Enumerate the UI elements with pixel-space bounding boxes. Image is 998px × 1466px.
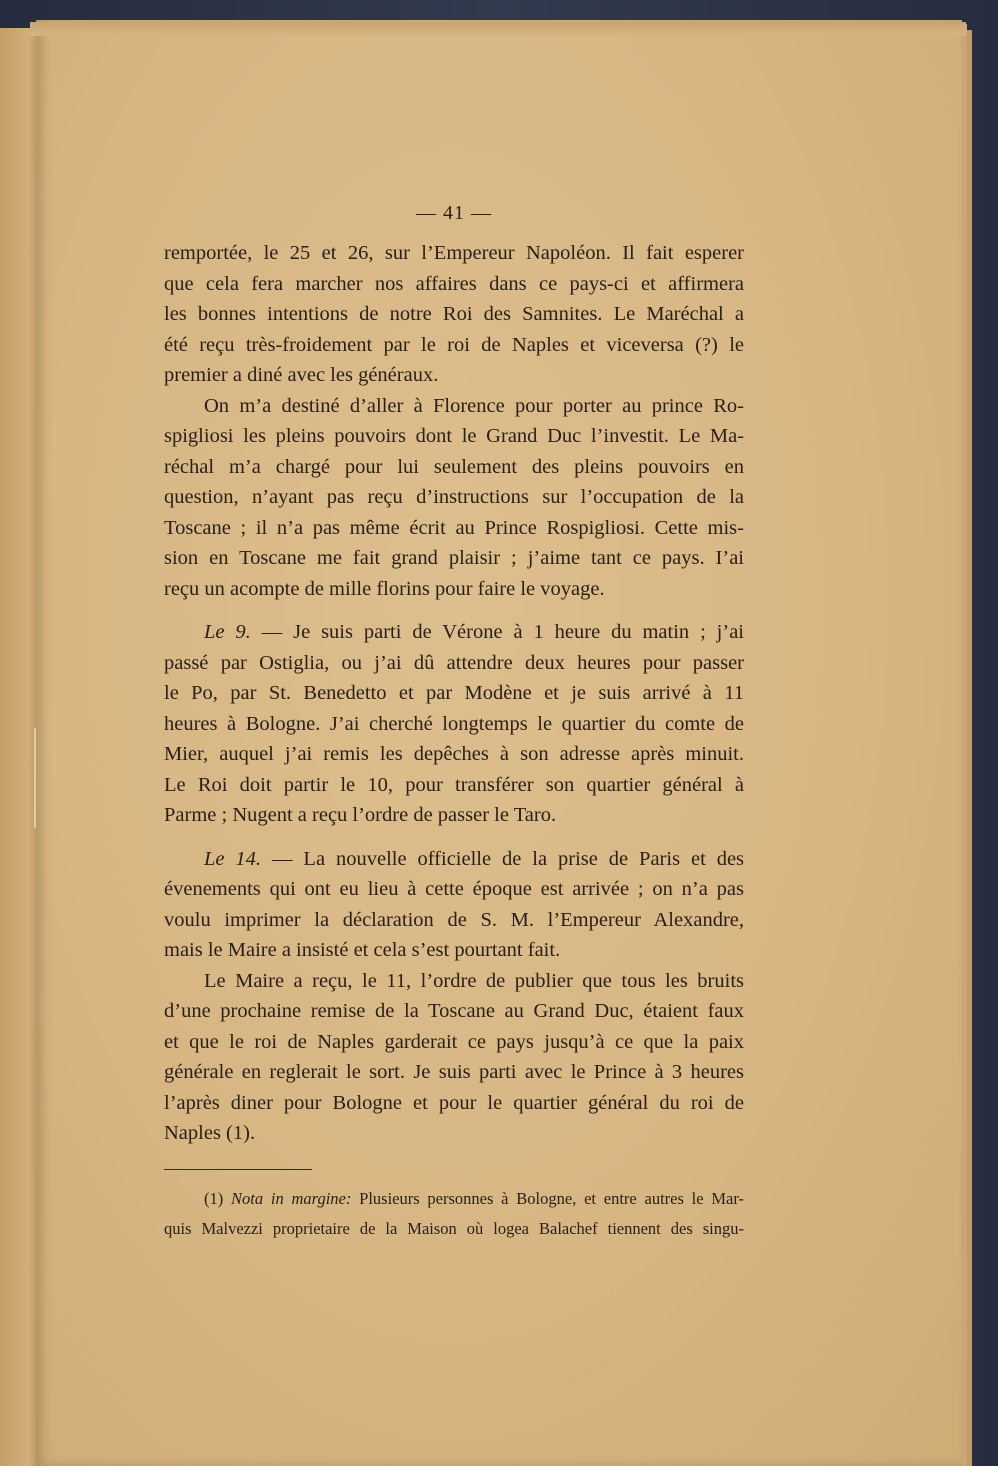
text-line: l’après diner pour Bologne et pour le quartier général du roi de — [164, 1091, 744, 1114]
text-line: sion en Toscane me fait grand plaisir ; j’aime tant ce pays. I’ai — [164, 547, 744, 569]
paragraph — [164, 617, 744, 831]
text-line: Mier, auquel j’ai remis les depêches à son adresse après minuit. — [164, 743, 744, 765]
text-line: question, n’ayant pas reçu d’instructions sur l’occupation de la — [164, 486, 744, 508]
text-line: Le Maire a reçu, le 11, l’ordre de publier que tous les bruits — [204, 969, 744, 992]
text-line: d’une prochaine remise de la Toscane au Grand Duc, étaient faux — [164, 1000, 744, 1022]
page-number: — 41 — — [416, 202, 492, 224]
footnote-rule — [164, 1169, 312, 1170]
facing-page-edge — [0, 28, 40, 1466]
footnote-text: Plusieurs personnes à Bologne, et entre autres le Mar- — [359, 1188, 745, 1208]
paragraph — [164, 966, 744, 1149]
text-line: Le Roi doit partir le 10, pour transférer son quartier général à — [164, 773, 744, 796]
text-line: et que le roi de Naples garderait ce pays jusqu’à ce que la paix — [164, 1030, 744, 1053]
text-line: On m’a destiné d’aller à Florence pour porter au prince Ro- — [204, 394, 744, 417]
text-line: heures à Bologne. J’ai cherché longtemps le quartier du comte de — [164, 712, 744, 735]
text-line: que cela fera marcher nos affaires dans ce pays-ci et affirmera — [164, 272, 744, 295]
paragraph-gap — [164, 604, 744, 617]
text-line: remportée, le 25 et 26, sur l’Empereur Napoléon. Il fait esperer — [164, 242, 744, 264]
text-line: le Po, par St. Benedetto et par Modène et je suis arrivé à 11 — [164, 682, 744, 704]
paragraph-gap — [164, 831, 744, 844]
text-line — [164, 844, 744, 875]
paragraph — [164, 844, 744, 966]
text-line: Toscane ; il n’a pas même écrit au Prince Rospigliosi. Cette mis- — [164, 516, 744, 539]
entry-date: Le 14. — [204, 847, 262, 870]
paragraph — [164, 238, 744, 391]
page-text — [164, 196, 744, 1244]
text-line: réchal m’a chargé pour lui seulement des pleins pouvoirs en — [164, 455, 744, 478]
footnote-marker: (1) — [204, 1188, 224, 1208]
text-line: été reçu très-froidement par le roi de Naples et viceversa (?) le — [164, 333, 744, 356]
text-line: passé par Ostiglia, ou j’ai dû attendre deux heures pour passer — [164, 651, 744, 674]
text-line: spigliosi les pleins pouvoirs dont le Grand Duc l’investit. Le Ma- — [164, 425, 744, 447]
text-line: Naples (1). — [164, 1122, 256, 1144]
paragraph — [164, 391, 744, 605]
text-span: — La nouvelle officielle de la prise de Paris et des — [272, 847, 745, 870]
footnote-label: Nota in margine: — [231, 1188, 352, 1208]
text-line: premier a diné avec les généraux. — [164, 364, 439, 386]
text-line: mais le Maire a insisté et cela s’est pourtant fait. — [164, 939, 561, 961]
text-line: voulu imprimer la déclaration de S. M. l’Empereur Alexandre, — [164, 908, 744, 931]
entry-date: Le 9. — [204, 621, 251, 643]
text-line: les bonnes intentions de notre Roi des Samnites. Le Maréchal a — [164, 303, 744, 325]
footnote-line: quis Malvezzi proprietaire de la Maison où logea Balachef tiennent des singu- — [164, 1218, 744, 1238]
footnote — [164, 1184, 744, 1244]
text-line: évenements qui ont eu lieu à cette époque est arrivée ; on n’a pas — [164, 878, 744, 900]
text-span: — Je suis parti de Vérone à 1 heure du matin ; j’ai — [261, 621, 744, 643]
footnote-line — [164, 1184, 744, 1214]
text-line — [164, 617, 744, 648]
text-line: générale en reglerait le sort. Je suis parti avec le Prince à 3 heures — [164, 1061, 744, 1083]
text-line: reçu un acompte de mille florins pour faire le voyage. — [164, 577, 605, 600]
text-line: Parme ; Nugent a reçu l’ordre de passer le Taro. — [164, 804, 557, 826]
page-top-edge — [30, 22, 966, 36]
